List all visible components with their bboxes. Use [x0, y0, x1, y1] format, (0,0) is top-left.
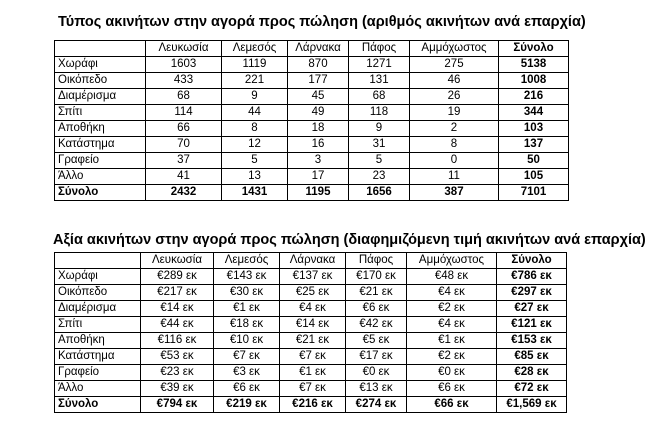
column-header: Λεμεσός	[222, 41, 288, 57]
table-row	[55, 381, 567, 397]
table-cell: €121 εκ	[497, 317, 567, 333]
table-cell: 17	[288, 169, 349, 185]
table-cell: 44	[222, 105, 288, 121]
table-cell: 19	[410, 105, 499, 121]
table-cell: €66 εκ	[407, 397, 497, 413]
table-cell: 66	[146, 121, 222, 137]
row-label: Γραφείο	[55, 153, 146, 169]
table-cell: 177	[288, 73, 349, 89]
table-cell: €7 εκ	[280, 381, 346, 397]
table-cell: 26	[410, 89, 499, 105]
table-cell: 1431	[222, 185, 288, 201]
table-cell: €27 εκ	[497, 301, 567, 317]
table-cell: €39 εκ	[141, 381, 214, 397]
table-cell: €13 εκ	[346, 381, 407, 397]
table-title-property-value: Αξία ακινήτων στην αγορά προς πώληση (διαφημιζόμενη τιμή ακινήτων ανά επαρχία)	[53, 232, 646, 248]
table-row	[55, 105, 569, 121]
table-cell: 16	[288, 137, 349, 153]
table-cell: 870	[288, 57, 349, 73]
table-cell: €17 εκ	[346, 349, 407, 365]
row-label: Διαμέρισμα	[55, 301, 141, 317]
table-cell: €274 εκ	[346, 397, 407, 413]
column-header: Λεμεσός	[214, 253, 280, 269]
table-cell: €116 εκ	[141, 333, 214, 349]
table-cell: €1 εκ	[214, 301, 280, 317]
table-cell: 8	[410, 137, 499, 153]
table-cell: €7 εκ	[214, 349, 280, 365]
table-cell: 221	[222, 73, 288, 89]
table-cell: €6 εκ	[346, 301, 407, 317]
table-cell: €28 εκ	[497, 365, 567, 381]
table-cell: €4 εκ	[407, 317, 497, 333]
table-cell: €137 εκ	[280, 269, 346, 285]
table-cell: 118	[349, 105, 410, 121]
table-cell: 68	[146, 89, 222, 105]
table-cell: €3 εκ	[214, 365, 280, 381]
table-row	[55, 285, 567, 301]
table-cell: 137	[499, 137, 569, 153]
column-header: Σύνολο	[497, 253, 567, 269]
table-row	[55, 349, 567, 365]
column-header: Πάφος	[346, 253, 407, 269]
table-header-row	[55, 253, 567, 269]
table-cell: 49	[288, 105, 349, 121]
table-cell: €1 εκ	[280, 365, 346, 381]
table-cell: 103	[499, 121, 569, 137]
table-cell: 433	[146, 73, 222, 89]
table-cell: 1271	[349, 57, 410, 73]
table-cell: 31	[349, 137, 410, 153]
table-cell: €25 εκ	[280, 285, 346, 301]
table-cell: 1656	[349, 185, 410, 201]
row-label: Οικόπεδο	[55, 285, 141, 301]
row-label: Χωράφι	[55, 269, 141, 285]
table-cell: 5138	[499, 57, 569, 73]
table-body	[55, 253, 567, 413]
table-cell: €5 εκ	[346, 333, 407, 349]
table-cell: €143 εκ	[214, 269, 280, 285]
table-cell: €21 εκ	[346, 285, 407, 301]
table-cell: 105	[499, 169, 569, 185]
table-row	[55, 89, 569, 105]
row-label: Σπίτι	[55, 317, 141, 333]
table-cell: €794 εκ	[141, 397, 214, 413]
column-header: Σύνολο	[499, 41, 569, 57]
column-header: Αμμόχωστος	[410, 41, 499, 57]
table-cell: 9	[222, 89, 288, 105]
table-cell: €53 εκ	[141, 349, 214, 365]
table-cell: €289 εκ	[141, 269, 214, 285]
table-cell: €0 εκ	[346, 365, 407, 381]
table-cell: €6 εκ	[407, 381, 497, 397]
table-cell: €170 εκ	[346, 269, 407, 285]
table-cell: 18	[288, 121, 349, 137]
row-label: Άλλο	[55, 169, 146, 185]
row-label: Άλλο	[55, 381, 141, 397]
table-row	[55, 269, 567, 285]
table-cell: 7101	[499, 185, 569, 201]
table-cell: €7 εκ	[280, 349, 346, 365]
table-header-row	[55, 41, 569, 57]
table-cell: €48 εκ	[407, 269, 497, 285]
table-cell: 114	[146, 105, 222, 121]
table-row	[55, 333, 567, 349]
table-cell: 13	[222, 169, 288, 185]
column-header: Αμμόχωστος	[407, 253, 497, 269]
table-cell: €2 εκ	[407, 349, 497, 365]
table-cell: €219 εκ	[214, 397, 280, 413]
table-title-property-count: Τύπος ακινήτων στην αγορά προς πώληση (αριθμός ακινήτων ανά επαρχία)	[58, 14, 586, 30]
table-row	[55, 57, 569, 73]
table-cell: 275	[410, 57, 499, 73]
table-row	[55, 317, 567, 333]
table-cell: €23 εκ	[141, 365, 214, 381]
table-cell: €14 εκ	[141, 301, 214, 317]
table-cell: 1008	[499, 73, 569, 89]
table-cell: 45	[288, 89, 349, 105]
column-header: Λάρνακα	[288, 41, 349, 57]
table-cell: 344	[499, 105, 569, 121]
table-cell: 41	[146, 169, 222, 185]
table-cell: €72 εκ	[497, 381, 567, 397]
table-cell: 387	[410, 185, 499, 201]
table-cell: 5	[222, 153, 288, 169]
property-value-table	[54, 252, 567, 413]
table-cell: €18 εκ	[214, 317, 280, 333]
row-label: Χωράφι	[55, 57, 146, 73]
table-row	[55, 137, 569, 153]
table-cell: 1603	[146, 57, 222, 73]
table-cell: €786 εκ	[497, 269, 567, 285]
table-cell: 131	[349, 73, 410, 89]
table-cell: €1 εκ	[407, 333, 497, 349]
table-cell: €85 εκ	[497, 349, 567, 365]
column-header: Πάφος	[349, 41, 410, 57]
row-label: Διαμέρισμα	[55, 89, 146, 105]
table-row	[55, 121, 569, 137]
table-cell: €44 εκ	[141, 317, 214, 333]
table-cell: 1195	[288, 185, 349, 201]
table-cell: €14 εκ	[280, 317, 346, 333]
table-cell: 5	[349, 153, 410, 169]
total-row	[55, 397, 567, 413]
table-row	[55, 169, 569, 185]
total-row	[55, 185, 569, 201]
table-cell: 2432	[146, 185, 222, 201]
row-label: Σπίτι	[55, 105, 146, 121]
table-cell: 9	[349, 121, 410, 137]
table-cell: 68	[349, 89, 410, 105]
table-cell: 8	[222, 121, 288, 137]
table-cell: €153 εκ	[497, 333, 567, 349]
row-label: Αποθήκη	[55, 333, 141, 349]
table-cell: €0 εκ	[407, 365, 497, 381]
table-cell: €6 εκ	[214, 381, 280, 397]
column-header: Λάρνακα	[280, 253, 346, 269]
row-label: Κατάστημα	[55, 137, 146, 153]
table-cell: 0	[410, 153, 499, 169]
table-cell: 46	[410, 73, 499, 89]
row-label: Κατάστημα	[55, 349, 141, 365]
table-cell: 3	[288, 153, 349, 169]
table-cell: 12	[222, 137, 288, 153]
property-count-table	[54, 40, 569, 201]
table-cell: 23	[349, 169, 410, 185]
table-cell: 11	[410, 169, 499, 185]
column-header: Λευκωσία	[141, 253, 214, 269]
row-label: Σύνολο	[55, 397, 141, 413]
row-label: Οικόπεδο	[55, 73, 146, 89]
table-cell: €1,569 εκ	[497, 397, 567, 413]
table-cell: €217 εκ	[141, 285, 214, 301]
table-row	[55, 153, 569, 169]
table-cell: 216	[499, 89, 569, 105]
table-cell: 50	[499, 153, 569, 169]
column-header	[55, 253, 141, 269]
row-label: Αποθήκη	[55, 121, 146, 137]
table-cell: €10 εκ	[214, 333, 280, 349]
table-row	[55, 365, 567, 381]
table-cell: €216 εκ	[280, 397, 346, 413]
table-row	[55, 301, 567, 317]
table-cell: 2	[410, 121, 499, 137]
table-cell: €297 εκ	[497, 285, 567, 301]
column-header	[55, 41, 146, 57]
table-cell: €30 εκ	[214, 285, 280, 301]
table-cell: 70	[146, 137, 222, 153]
table-cell: 37	[146, 153, 222, 169]
table-cell: €42 εκ	[346, 317, 407, 333]
column-header: Λευκωσία	[146, 41, 222, 57]
table-cell: €2 εκ	[407, 301, 497, 317]
table-row	[55, 73, 569, 89]
row-label: Σύνολο	[55, 185, 146, 201]
row-label: Γραφείο	[55, 365, 141, 381]
table-body	[55, 41, 569, 201]
table-cell: 1119	[222, 57, 288, 73]
table-cell: €21 εκ	[280, 333, 346, 349]
table-cell: €4 εκ	[280, 301, 346, 317]
table-cell: €4 εκ	[407, 285, 497, 301]
